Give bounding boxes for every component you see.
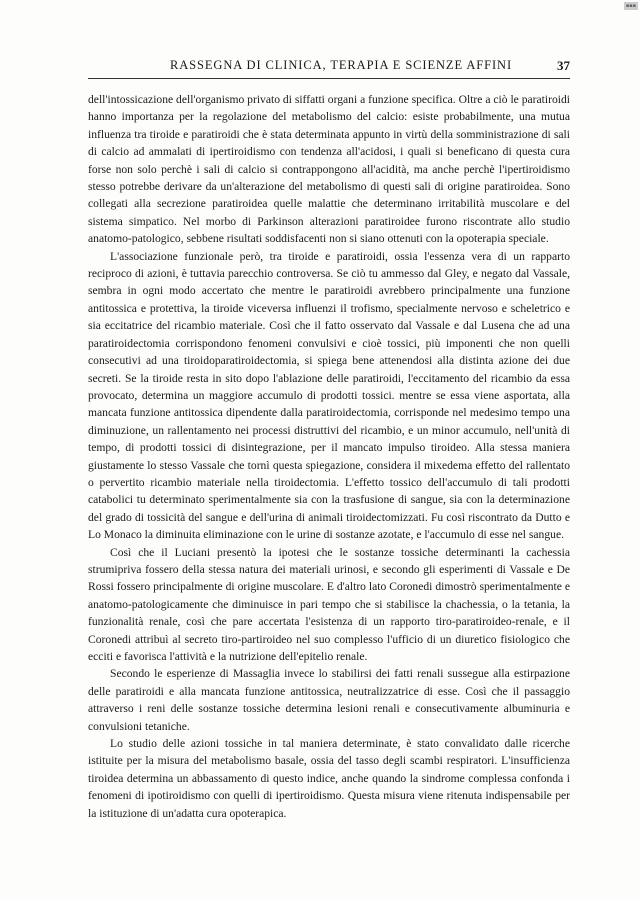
paragraph-2: L'associazione funzionale però, tra tiroide e paratiroidi, ossia l'essenza vera di un rapparto reciproco di azioni, è tuttavia parecchio controversa. Se ciò tu ammesso dal Gley, e negato dal Vassale, sembra in ogni modo accertato che mentre le paratiroidi avrebbero principalmente una funzione antitossica e protettiva, la tiroide viceversa influenzi il trofismo, specialmente nervoso e scheletrico e sia eccitatrice del ricambio materiale. Così che il fatto osservato dal Vassale e dal Lusena che ad una paratiroidectomia corrispondono fenomeni convulsivi e cioè tossici, più imponenti che non quelli consecutivi ad una tiroidoparatiroidectomia, si spiega bene attenendosi alla distinta azione dei due secreti. Se la tiroide resta in sito dopo l'ablazione delle paratiroidi, l'eccitamento del ricambio da essa provocato, determina un maggiore accumulo di prodotti tossici. mentre se essa viene asportata, alla mancata funzione antitossica dipendente dalla paratiroidectomia, corrisponde nel medesimo tempo una diminuzione, un rallentamento nei processi distruttivi del ricambio, e un minor accumulo, nell'unità di tempo, di prodotti tossici di disintegrazione, per il mancato impulso tiroideo. Alla stessa maniera giustamente lo stesso Vassale che tornì questa spiegazione, considera il mixedema effetto del rallentato o pervertito ricambio materiale nella tiroidectomia. L'effetto tossico dell'accumulo di tali prodotti catabolici tu determinato sperimentalmente sia con la trasfusione di sangue, sia con la determinazione del grado di tossicità del sangue e dell'urina di animali tiroidectomizzati. Fu così riscontrato da Dutto e Lo Monaco la diminuita eliminazione con le urine di sostanze azotate, e l'accumulo di esse nel sangue. <box>88 249 570 542</box>
page-header <box>88 58 570 79</box>
paragraph-5: Lo studio delle azioni tossiche in tal maniera determinate, è stato convalidato dalle ricerche istituite per la misura del metabolismo basale, ossia del tasso degli scambi respiratori. L'insufficienza tiroidea determina un abbassamento di questo indice, anche quando la sindrome complessa confonda i fenomeni di ipotiroidismo con quelli di ipertiroidismo. Questa misura viene ritenuta indispensabile per la istituzione di un'adatta cura opoterapica. <box>88 737 570 820</box>
article-body <box>88 91 570 822</box>
running-title: RASSEGNA DI CLINICA, TERAPIA E SCIENZE AFFINI <box>170 58 513 72</box>
paragraph-1: dell'intossicazione dell'organismo privato di siffatti organi a funzione specifica. Oltre a ciò le paratiroidi hanno importanza per la regolazione del metabolismo del calcio: esiste probabilmente, una mutua influenza tra tiroide e paratiroidi che è stata determinata appunto in virtù della somministrazione di sali di calcio ad ammalati di ipertiroidismo con tendenza all'acidosi, i quali si beneficano di questa cura forse non solo perchè i sali di calcio si contrappongono all'acidità, ma anche perchè l'ipertiroidismo stesso potrebbe derivare da un'alterazione del metabolismo di questi sali di origine paratiroidea. Sono collegati alla secrezione paratiroidea quelle malattie che determinano irritabilità muscolare e del sistema simpatico. Nel morbo di Parkinson alterazioni paratiroidee furono riscontrate allo studio anatomo-patologico, sebbene risultati soddisfacenti non si siano ottenuti con la opoterapia speciale. <box>88 93 570 246</box>
page-number: 37 <box>557 58 570 73</box>
paragraph-3: Così che il Luciani presentò la ipotesi che le sostanze tossiche determinanti la cachessia strumipriva fossero della stessa natura dei materiali urinosi, e secondo gli esperimenti di Vassale e De Rossi fossero principalmente di origine muscolare. E d'altro lato Coronedi dimostrò sperimentalmente e anatomo-patologicamente che diminuisce in pari tempo che si stabilisce la chachessia, o la tetania, la funzionalità renale, così che pare accertata l'esistenza di un rapporto tiro-paratiroideo-renale, e il Coronedi attribuì al secreto tiro-partiroideo nel suo complesso l'ufficio di un diuretico fisiologico che ecciti e favorisca l'attività e la nutrizione dell'epitelio renale. <box>88 545 570 663</box>
corner-mark: ▪▪▪ <box>625 3 637 9</box>
paragraph-4: Secondo le esperienze di Massaglia invece lo stabilirsi dei fatti renali sussegue alla estirpazione delle paratiroidi e alla mancata funzione antitossica, neutralizzatrice di esse. Così che il passaggio attraverso i reni delle sostanze tossiche determina lesioni renali e consecutivamente albuminuria e convulsioni tetaniche. <box>88 667 570 733</box>
